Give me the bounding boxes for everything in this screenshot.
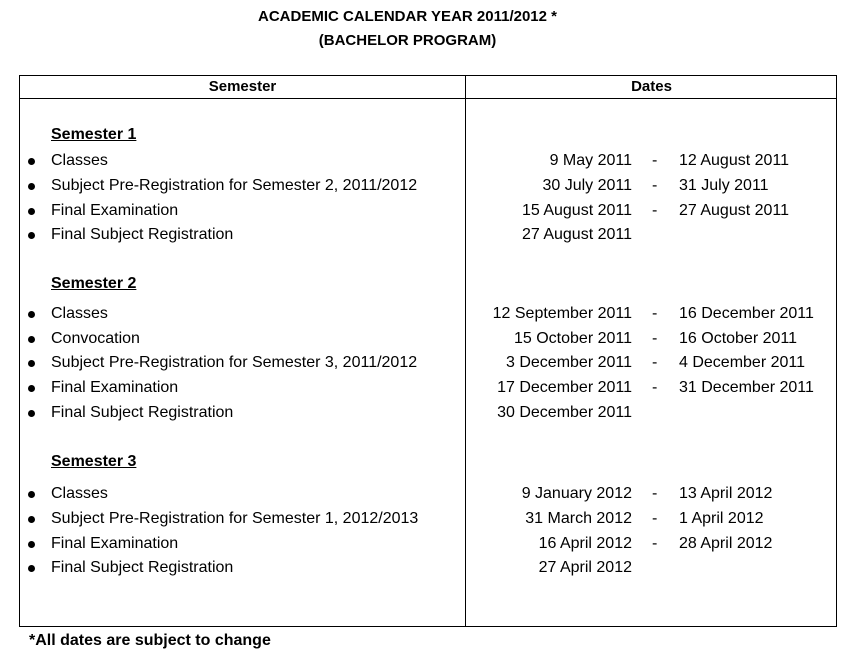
date-separator: - bbox=[652, 535, 658, 552]
bullet-icon bbox=[28, 311, 35, 318]
date-separator: - bbox=[652, 379, 658, 396]
header-divider bbox=[19, 98, 837, 99]
start-date: 17 December 2011 bbox=[497, 379, 632, 396]
semester-heading: Semester 1 bbox=[51, 126, 137, 143]
bullet-icon bbox=[28, 158, 35, 165]
date-separator: - bbox=[652, 202, 658, 219]
bullet-icon bbox=[28, 385, 35, 392]
end-date: 28 April 2012 bbox=[679, 535, 773, 552]
end-date: 31 July 2011 bbox=[679, 177, 769, 194]
semester-column-header: Semester bbox=[208, 78, 277, 95]
date-separator: - bbox=[652, 177, 658, 194]
date-separator: - bbox=[652, 354, 658, 371]
end-date: 4 December 2011 bbox=[679, 354, 805, 371]
activity-label: Final Examination bbox=[51, 202, 179, 219]
table-row bbox=[0, 558, 857, 580]
bullet-icon bbox=[28, 232, 35, 239]
activity-label: Subject Pre-Registration for Semester 3, 2011/2012 bbox=[51, 354, 418, 371]
table-row bbox=[0, 201, 857, 223]
activity-label: Classes bbox=[51, 152, 108, 169]
activity-label: Convocation bbox=[51, 330, 140, 347]
table-row bbox=[0, 151, 857, 173]
bullet-icon bbox=[28, 565, 35, 572]
bullet-icon bbox=[28, 336, 35, 343]
start-date: 27 April 2012 bbox=[538, 559, 632, 576]
bullet-icon bbox=[28, 516, 35, 523]
table-row bbox=[0, 329, 857, 351]
bullet-icon bbox=[28, 491, 35, 498]
start-date: 3 December 2011 bbox=[506, 354, 632, 371]
start-date: 9 May 2011 bbox=[549, 152, 632, 169]
start-date: 16 April 2012 bbox=[538, 535, 632, 552]
bullet-icon bbox=[28, 360, 35, 367]
semester-heading: Semester 3 bbox=[51, 453, 137, 470]
date-separator: - bbox=[652, 305, 658, 322]
bullet-icon bbox=[28, 208, 35, 215]
page-title: ACADEMIC CALENDAR YEAR 2011/2012 * bbox=[258, 8, 557, 25]
table-row bbox=[0, 176, 857, 198]
end-date: 1 April 2012 bbox=[679, 510, 764, 527]
page-subtitle: (BACHELOR PROGRAM) bbox=[318, 32, 497, 49]
start-date: 15 October 2011 bbox=[513, 330, 632, 347]
end-date: 31 December 2011 bbox=[679, 379, 814, 396]
bullet-icon bbox=[28, 410, 35, 417]
start-date: 30 July 2011 bbox=[542, 177, 632, 194]
date-separator: - bbox=[652, 330, 658, 347]
date-separator: - bbox=[652, 510, 658, 527]
activity-label: Subject Pre-Registration for Semester 2, 2011/2012 bbox=[51, 177, 418, 194]
start-date: 12 September 2011 bbox=[492, 305, 632, 322]
activity-label: Final Examination bbox=[51, 379, 179, 396]
end-date: 16 October 2011 bbox=[679, 330, 798, 347]
dates-column-header: Dates bbox=[631, 78, 672, 95]
activity-label: Classes bbox=[51, 305, 108, 322]
date-separator: - bbox=[652, 152, 658, 169]
start-date: 27 August 2011 bbox=[521, 226, 632, 243]
table-row bbox=[0, 403, 857, 425]
end-date: 12 August 2011 bbox=[679, 152, 790, 169]
table-row bbox=[0, 304, 857, 326]
table-row bbox=[0, 225, 857, 247]
start-date: 30 December 2011 bbox=[497, 404, 632, 421]
date-separator: - bbox=[652, 485, 658, 502]
activity-label: Final Examination bbox=[51, 535, 179, 552]
activity-label: Final Subject Registration bbox=[51, 226, 234, 243]
semester-heading: Semester 2 bbox=[51, 275, 137, 292]
activity-label: Final Subject Registration bbox=[51, 404, 234, 421]
activity-label: Final Subject Registration bbox=[51, 559, 234, 576]
end-date: 16 December 2011 bbox=[679, 305, 814, 322]
table-row bbox=[0, 509, 857, 531]
bullet-icon bbox=[28, 541, 35, 548]
start-date: 31 March 2012 bbox=[525, 510, 632, 527]
activity-label: Classes bbox=[51, 485, 108, 502]
end-date: 27 August 2011 bbox=[679, 202, 790, 219]
start-date: 15 August 2011 bbox=[521, 202, 632, 219]
footnote: *All dates are subject to change bbox=[29, 632, 271, 649]
table-row bbox=[0, 534, 857, 556]
table-row bbox=[0, 378, 857, 400]
end-date: 13 April 2012 bbox=[679, 485, 773, 502]
activity-label: Subject Pre-Registration for Semester 1, 2012/2013 bbox=[51, 510, 419, 527]
table-row bbox=[0, 484, 857, 506]
bullet-icon bbox=[28, 183, 35, 190]
start-date: 9 January 2012 bbox=[521, 485, 632, 502]
table-row bbox=[0, 353, 857, 375]
